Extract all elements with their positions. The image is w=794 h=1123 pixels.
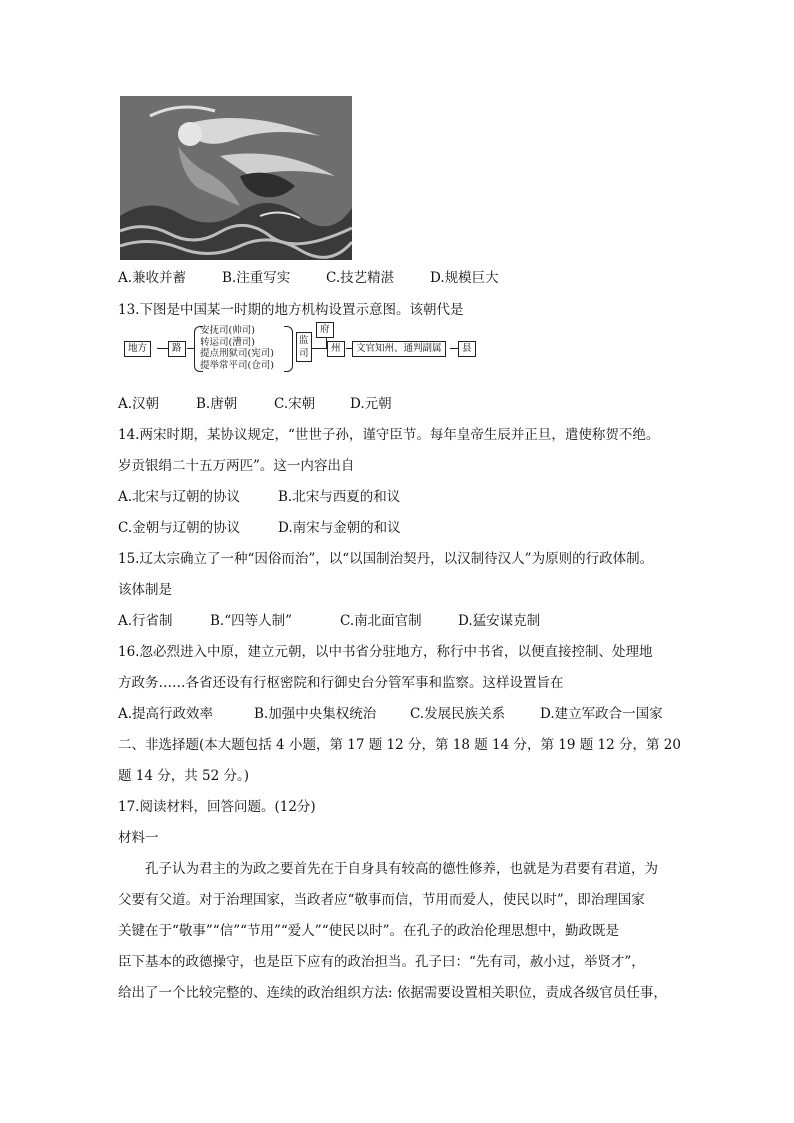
diagram-xian: 县 <box>458 341 476 357</box>
q14-options-row2 <box>118 518 401 538</box>
q12-option-a[interactable]: A.兼收并蓄 <box>118 270 187 286</box>
q15-option-b[interactable]: B.“四等人制” <box>210 613 293 629</box>
q16-option-b[interactable]: B.加强中央集权统治 <box>254 706 377 722</box>
q16-options <box>118 704 663 724</box>
q12-option-d[interactable]: D.规模巨大 <box>430 270 499 286</box>
q14-stem-line1: 14.两宋时期，某协议规定，“世世子孙，谨守臣节。每年皇帝生辰并正旦，遣使称贺不绝。 <box>118 427 660 443</box>
diagram-si-4: 提举常平司(仓司) <box>200 359 274 371</box>
q15-options <box>118 611 540 631</box>
q13-diagram <box>124 326 484 370</box>
q16-stem-line1: 16.忽必烈进入中原，建立元朝，以中书省分驻地方，称行中书省，以便直接控制、处理地 <box>118 644 653 660</box>
diagram-zhou: 州 <box>327 341 345 357</box>
q17-stem: 17.阅读材料，回答问题。(12分) <box>118 799 316 815</box>
q14-options-row1 <box>118 487 400 507</box>
q16-stem-line2: 方政务……各省还设有行枢密院和行御史台分管军事和监察。这样设置旨在 <box>118 675 564 691</box>
q17-paragraph-line5: 给出了一个比较完整的、连续的政治组织方法: 依据需要设置相关职位，责成各级官员任事， <box>118 985 667 1001</box>
diagram-difang: 地方 <box>124 341 151 357</box>
section2-heading-line1: 二、非选择题(本大题包括 4 小题，第 17 题 12 分，第 18 题 14 分，第 19 题 12 分，第 20 <box>118 737 681 753</box>
diagram-jiansi: 监司 <box>296 332 312 362</box>
q13-option-c[interactable]: C.宋朝 <box>274 396 316 412</box>
q13-stem: 13.下图是中国某一时期的地方机构设置示意图。该朝代是 <box>118 302 464 318</box>
diagram-si-3: 提点刑狱司(宪司) <box>200 348 274 359</box>
q13-option-d[interactable]: D.元朝 <box>350 396 392 412</box>
q16-option-d[interactable]: D.建立军政合一国家 <box>540 706 663 722</box>
diagram-si-list <box>200 325 274 371</box>
q17-paragraph-line3: 关键在于“敬事”“信”“节用”“爱人”“使民以时”。在孔子的政治伦理思想中，勤政既是 <box>118 923 620 939</box>
q13-option-a[interactable]: A.汉朝 <box>118 396 160 412</box>
q15-option-a[interactable]: A.行省制 <box>118 613 173 629</box>
diagram-si-2: 转运司(漕司) <box>200 336 255 348</box>
q15-stem-line2: 该体制是 <box>118 582 172 598</box>
q17-paragraph-line1: 孔子认为君主的为政之要首先在于自身具有较高的德性修养，也就是为君要有君道，为 <box>145 861 658 877</box>
q12-option-b[interactable]: B.注重写实 <box>222 270 291 286</box>
q16-option-a[interactable]: A.提高行政效率 <box>118 706 214 722</box>
q14-option-d[interactable]: D.南宋与金朝的和议 <box>278 520 401 536</box>
q17-material-label: 材料一 <box>118 830 159 846</box>
q15-option-d[interactable]: D.猛安谋克制 <box>458 613 541 629</box>
q14-stem-line2: 岁贡银绢二十五万两匹”。这一内容出自 <box>118 458 355 474</box>
q16-option-c[interactable]: C.发展民族关系 <box>410 706 506 722</box>
diagram-wenguan: 文官知州、通判副属 <box>352 341 446 357</box>
q12-options <box>118 268 499 288</box>
diagram-lu: 路 <box>168 341 186 357</box>
q15-stem-line1: 15.辽太宗确立了一种“因俗而治”，以“以国制治契丹，以汉制待汉人”为原则的行政体制。 <box>118 551 654 567</box>
q17-paragraph-line4: 臣下基本的政德操守，也是臣下应有的政治担当。孔子曰：“先有司，赦小过，举贤才”， <box>118 954 645 970</box>
diagram-si-1: 安抚司(帅司) <box>200 325 255 336</box>
q17-paragraph-line2: 父要有父道。对于治理国家，当政者应“敬事而信，节用而爱人，使民以时”，即治理国家 <box>118 892 645 908</box>
q15-option-c[interactable]: C.南北面官制 <box>340 613 422 629</box>
flying-apsaras-painting-icon <box>120 96 352 260</box>
q14-option-c[interactable]: C.金朝与辽朝的协议 <box>118 520 241 536</box>
q13-option-b[interactable]: B.唐朝 <box>196 396 238 412</box>
diagram-fu: 府 <box>316 322 334 338</box>
mural-image <box>120 96 352 260</box>
q14-option-b[interactable]: B.北宋与西夏的和议 <box>278 489 401 505</box>
section2-heading-line2: 题 14 分，共 52 分。) <box>118 768 250 784</box>
q12-option-c[interactable]: C.技艺精湛 <box>326 270 395 286</box>
q14-option-a[interactable]: A.北宋与辽朝的协议 <box>118 489 241 505</box>
q13-options <box>118 394 392 414</box>
